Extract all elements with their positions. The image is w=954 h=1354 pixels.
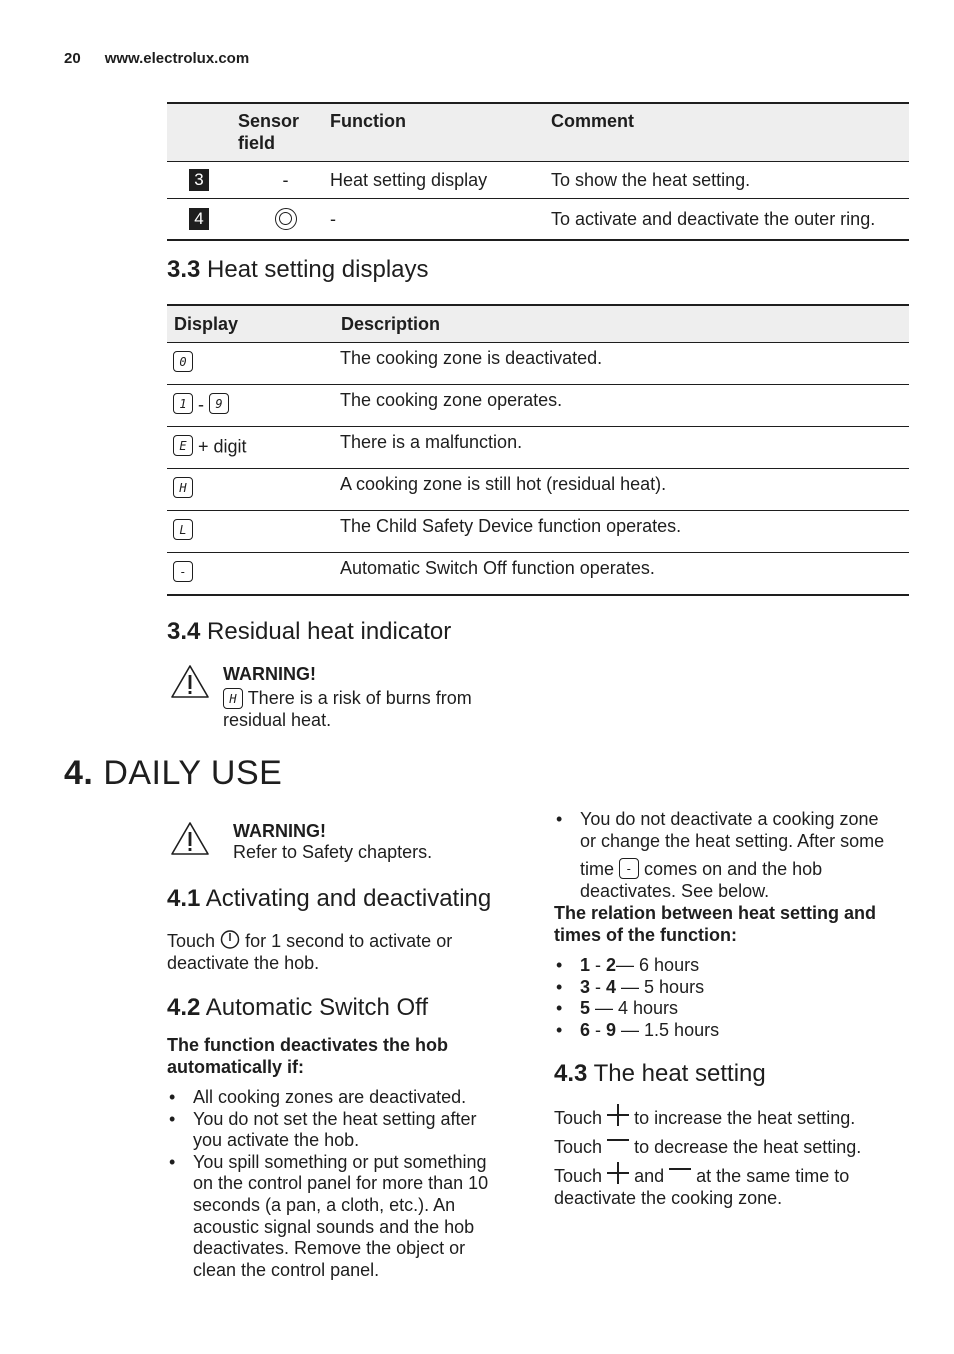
sensor-number: 4 (189, 208, 209, 230)
sensor-cell: - (282, 169, 289, 190)
minus-icon (669, 1162, 691, 1184)
table-row (167, 511, 909, 553)
description-cell: The Child Safety Device function operates. (340, 516, 682, 536)
section-heading-3-3: 3.3 Heat setting displays (167, 256, 429, 283)
sensor-table (167, 102, 909, 241)
warning-title: WARNING! (233, 821, 326, 841)
table-row (167, 469, 909, 511)
header-comment: Comment (551, 103, 909, 162)
website-url: www.electrolux.com (104, 50, 250, 67)
function-cell: Heat setting display (330, 169, 488, 190)
list-item: • 3 - 4 — 5 hours (554, 977, 914, 999)
switch-off-conditions (167, 1087, 517, 1281)
function-cell: - (330, 208, 336, 229)
header-sensor-field: Sensor field (229, 103, 330, 162)
list-item: • You do not set the heat setting after you activate the hob. (167, 1109, 517, 1152)
warning-icon (170, 821, 210, 857)
power-icon (220, 929, 240, 949)
minus-icon (607, 1133, 629, 1155)
switch-off-symbol: - (619, 858, 639, 879)
right-bullet (554, 809, 914, 902)
description-cell: There is a malfunction. (340, 432, 523, 452)
outer-ring-icon (275, 208, 297, 230)
comment-cell: To activate and deactivate the outer ring. (551, 208, 876, 229)
page-number: 20 (64, 50, 81, 67)
warning-text: H There is a risk of burns from residual heat. (223, 688, 472, 730)
list-item: • 5 — 4 hours (554, 998, 914, 1020)
page-header (64, 50, 273, 67)
intro-text: The function deactivates the hob automatically if: (167, 1035, 449, 1077)
chapter-title: 4. DAILY USE (64, 754, 283, 792)
table-row: 1 - 9 The cooking zone operates. (167, 385, 909, 427)
list-item: • You spill something or put something on the control panel for more than 10 seconds (a pan, a cloth, etc.). An acoustic signal sounds and the hob deactivates. Remove the object or clean the control panel. (167, 1152, 517, 1282)
description-cell: The cooking zone is deactivated. (340, 348, 603, 368)
table-row (167, 199, 909, 241)
plus-icon (607, 1162, 629, 1184)
relation-heading: The relation between heat setting and times of the function: (554, 903, 877, 945)
display-symbol: 9 (209, 393, 229, 414)
list-item: • All cooking zones are deactivated. (167, 1087, 517, 1109)
display-symbol: L (173, 519, 193, 540)
sensor-table-header (167, 103, 909, 162)
paragraph-increase: Touch to increase the heat setting. (554, 1104, 855, 1129)
list-item: • 6 - 9 — 1.5 hours (554, 1020, 914, 1042)
comment-cell: To show the heat setting. (551, 169, 751, 190)
warning-icon (170, 664, 210, 700)
residual-heat-symbol: H (223, 688, 243, 709)
list-item: • 1 - 2— 6 hours (554, 955, 914, 977)
table-row (167, 343, 909, 385)
warning-text: Refer to Safety chapters. (233, 842, 433, 862)
list-item: • You do not deactivate a cooking zone or change the heat setting. After some time - comes on and the hob deactivates. See below. (554, 809, 914, 902)
paragraph-decrease: Touch to decrease the heat setting. (554, 1133, 861, 1158)
paragraph-deactivate: Touch and at the same time to deactivate the cooking zone. (554, 1162, 849, 1209)
section-heading-4-2: 4.2 Automatic Switch Off (167, 994, 429, 1021)
display-symbol: H (173, 477, 193, 498)
paragraph-activate: Touch for 1 second to activate or deactivate the hob. (167, 931, 453, 973)
heat-time-list (554, 955, 914, 1041)
warning-title: WARNING! (223, 664, 316, 684)
section-heading-3-4: 3.4 Residual heat indicator (167, 618, 452, 645)
header-description: Description (334, 305, 909, 343)
plus-icon (607, 1104, 629, 1126)
table-row (167, 553, 909, 595)
header-function: Function (330, 103, 551, 162)
section-heading-4-3: 4.3 The heat setting (554, 1060, 766, 1087)
display-symbol: 0 (173, 351, 193, 372)
sensor-number: 3 (189, 169, 209, 191)
display-table (167, 304, 909, 596)
display-symbol: E (173, 435, 193, 456)
display-symbol: - (173, 561, 193, 582)
header-display: Display (167, 305, 334, 343)
description-cell: A cooking zone is still hot (residual heat). (340, 474, 667, 494)
display-symbol: 1 (173, 393, 193, 414)
description-cell: Automatic Switch Off function operates. (340, 558, 655, 578)
table-row: E + digit There is a malfunction. (167, 427, 909, 469)
table-row (167, 162, 909, 199)
section-heading-4-1: 4.1 Activating and deactivating (167, 885, 492, 912)
description-cell: The cooking zone operates. (340, 390, 563, 410)
